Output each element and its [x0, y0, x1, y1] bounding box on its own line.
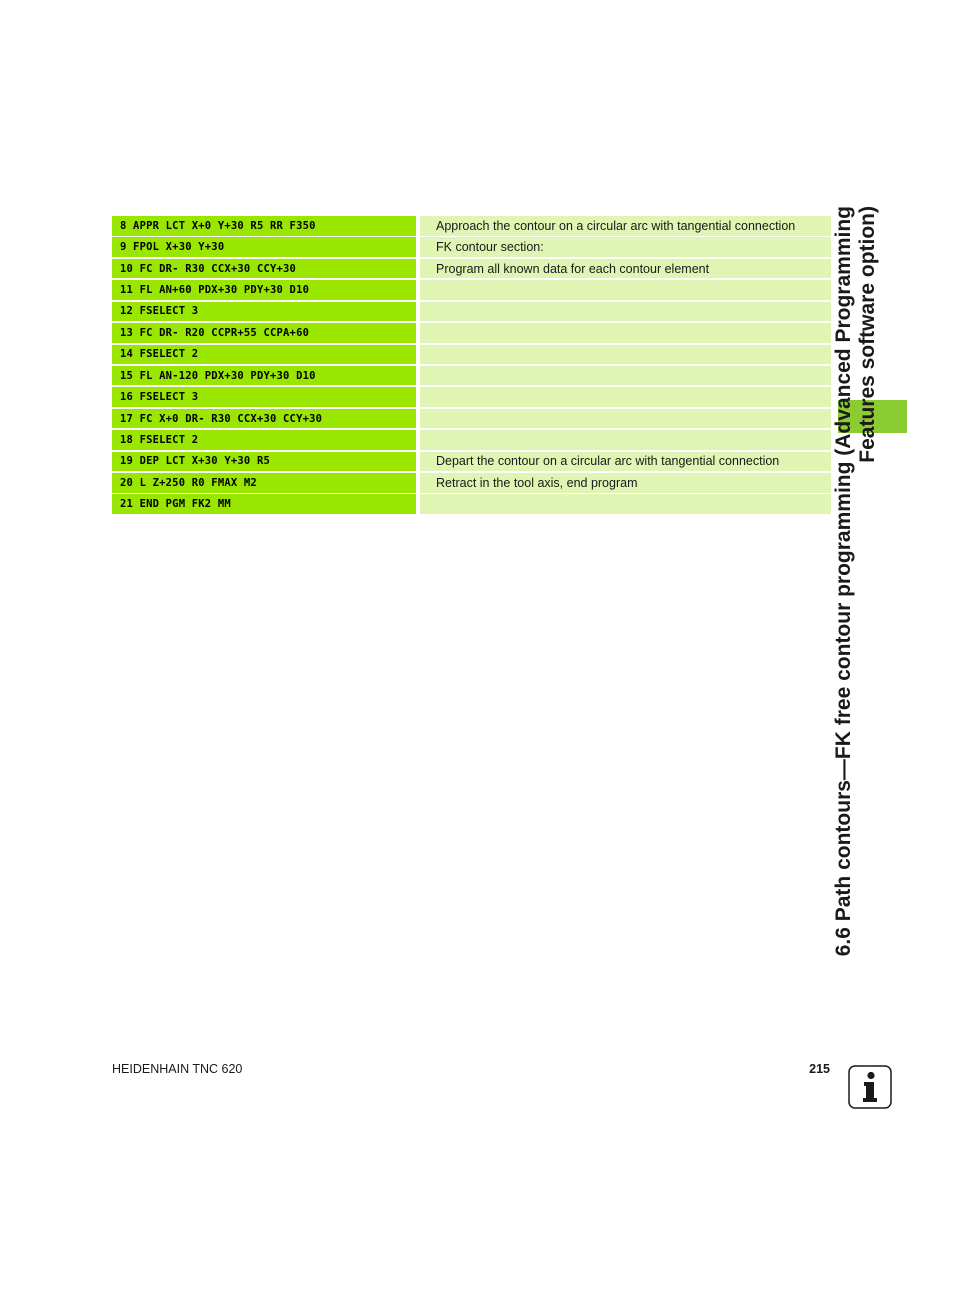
- table-row: [112, 473, 831, 493]
- table-row: [112, 323, 831, 343]
- table-row: [112, 452, 831, 472]
- nc-block: 19 DEP LCT X+30 Y+30 R5: [112, 452, 416, 472]
- nc-block: 15 FL AN-120 PDX+30 PDY+30 D10: [112, 366, 416, 386]
- block-description: Approach the contour on a circular arc with tangential connection: [420, 216, 831, 236]
- nc-block: 11 FL AN+60 PDX+30 PDY+30 D10: [112, 280, 416, 300]
- nc-block: 14 FSELECT 2: [112, 345, 416, 365]
- nc-block: 9 FPOL X+30 Y+30: [112, 237, 416, 257]
- nc-block: 13 FC DR- R20 CCPR+55 CCPA+60: [112, 323, 416, 343]
- table-row: [112, 409, 831, 429]
- nc-block: 17 FC X+0 DR- R30 CCX+30 CCY+30: [112, 409, 416, 429]
- page-number: 215: [809, 1062, 830, 1076]
- table-row: [112, 237, 831, 257]
- table-row: [112, 387, 831, 407]
- table-row: [112, 259, 831, 279]
- section-title-line1: 6.6 Path contours—FK free contour programming (Advanced Programming: [832, 206, 855, 957]
- section-title: [832, 206, 880, 1026]
- block-description: [420, 409, 831, 429]
- block-description: Retract in the tool axis, end program: [420, 473, 831, 493]
- block-description: [420, 430, 831, 450]
- section-title-line2: Features software option): [856, 206, 879, 463]
- table-row: [112, 280, 831, 300]
- block-description: [420, 494, 831, 514]
- nc-block: 10 FC DR- R30 CCX+30 CCY+30: [112, 259, 416, 279]
- nc-block: 12 FSELECT 3: [112, 302, 416, 322]
- table-row: [112, 366, 831, 386]
- nc-block: 8 APPR LCT X+0 Y+30 R5 RR F350: [112, 216, 416, 236]
- block-description: [420, 302, 831, 322]
- table-row: [112, 345, 831, 365]
- block-description: [420, 323, 831, 343]
- nc-block: 18 FSELECT 2: [112, 430, 416, 450]
- block-description: FK contour section:: [420, 237, 831, 257]
- nc-block: 21 END PGM FK2 MM: [112, 494, 416, 514]
- block-description: [420, 280, 831, 300]
- table-row: [112, 302, 831, 322]
- block-description: [420, 366, 831, 386]
- nc-block: 16 FSELECT 3: [112, 387, 416, 407]
- table-row: [112, 494, 831, 514]
- nc-block: 20 L Z+250 R0 FMAX M2: [112, 473, 416, 493]
- block-description: Depart the contour on a circular arc with tangential connection: [420, 452, 831, 472]
- table-row: [112, 430, 831, 450]
- block-description: Program all known data for each contour element: [420, 259, 831, 279]
- block-description: [420, 387, 831, 407]
- info-icon: [848, 1065, 892, 1109]
- nc-program-table: [112, 216, 831, 516]
- table-row: [112, 216, 831, 236]
- block-description: [420, 345, 831, 365]
- footer-product-name: HEIDENHAIN TNC 620: [112, 1062, 243, 1076]
